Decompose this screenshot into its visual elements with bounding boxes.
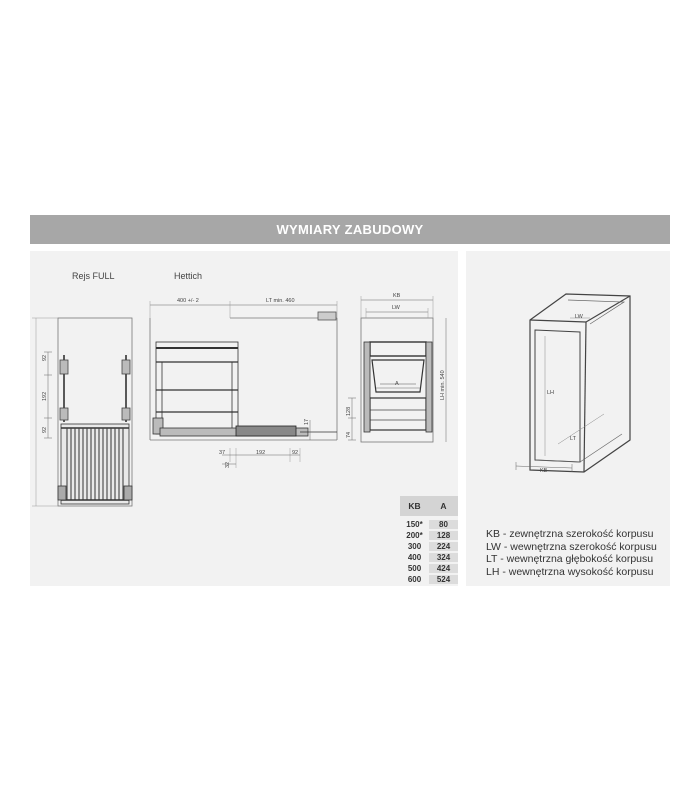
table-row xyxy=(400,519,458,530)
front-view-small xyxy=(348,296,446,442)
table-cell: 400 xyxy=(400,553,429,562)
table-cell: 500 xyxy=(400,564,429,573)
legend-item-kb: KB - zewnętrzna szerokość korpusu xyxy=(486,528,654,540)
iso-dim-kb: KB xyxy=(540,468,548,474)
table-cell: 80 xyxy=(429,520,458,529)
table-row xyxy=(400,574,458,585)
table-cell: 600 xyxy=(400,575,429,584)
table-row xyxy=(400,541,458,552)
dim-92-bottom: 92 xyxy=(42,426,48,433)
dim-17: 17 xyxy=(304,418,310,425)
isometric-cabinet xyxy=(516,294,630,472)
dim-400: 400 +/- 2 xyxy=(177,298,199,304)
front-view-basket xyxy=(58,424,132,504)
section-banner: WYMIARY ZABUDOWY xyxy=(30,215,670,244)
dim-192-side: 192 xyxy=(256,450,266,456)
table-cell: 200* xyxy=(400,531,429,540)
legend-item-lt: LT - wewnętrzna głębokość korpusu xyxy=(486,553,654,565)
table-row xyxy=(400,552,458,563)
dim-128: 128 xyxy=(346,406,352,416)
dim-lw: LW xyxy=(392,305,400,311)
side-view-drawing xyxy=(150,301,337,468)
table-row xyxy=(400,563,458,574)
table-cell: 300 xyxy=(400,542,429,551)
brand-label-hettich: Hettich xyxy=(174,271,203,281)
table-header-kb: KB xyxy=(408,501,421,511)
iso-dim-lh: LH xyxy=(547,390,555,396)
table-header-a: A xyxy=(440,501,447,511)
dimension-legend xyxy=(486,528,657,578)
kb-a-table xyxy=(400,496,458,585)
dim-kb: KB xyxy=(393,293,401,299)
legend-item-lh: LH - wewnętrzna wysokość korpusu xyxy=(486,565,654,578)
dim-92-side: 92 xyxy=(292,450,299,456)
table-cell: 324 xyxy=(429,553,458,562)
brand-label-rejs: Rejs FULL xyxy=(72,271,115,281)
table-cell: 128 xyxy=(429,531,458,540)
dim-lh-min: LH min. 540 xyxy=(440,370,446,400)
table-row xyxy=(400,530,458,541)
iso-dim-lt: LT xyxy=(570,436,577,442)
table-header xyxy=(400,496,458,516)
table-cell: 524 xyxy=(429,575,458,584)
iso-dim-lw: LW xyxy=(575,314,583,320)
dim-lt-min: LT min. 460 xyxy=(266,298,295,304)
dim-74: 74 xyxy=(346,431,352,438)
dim-37: 37 xyxy=(219,450,226,456)
dim-192: 192 xyxy=(42,391,48,401)
dim-92-top: 92 xyxy=(42,354,48,361)
table-cell: 150* xyxy=(400,520,429,529)
table-cell: 224 xyxy=(429,542,458,551)
dim-32: 32 xyxy=(225,461,231,468)
legend-item-lw: LW - wewnętrzna szerokość korpusu xyxy=(486,540,657,553)
dim-a: A xyxy=(395,381,399,387)
table-cell: 424 xyxy=(429,564,458,573)
